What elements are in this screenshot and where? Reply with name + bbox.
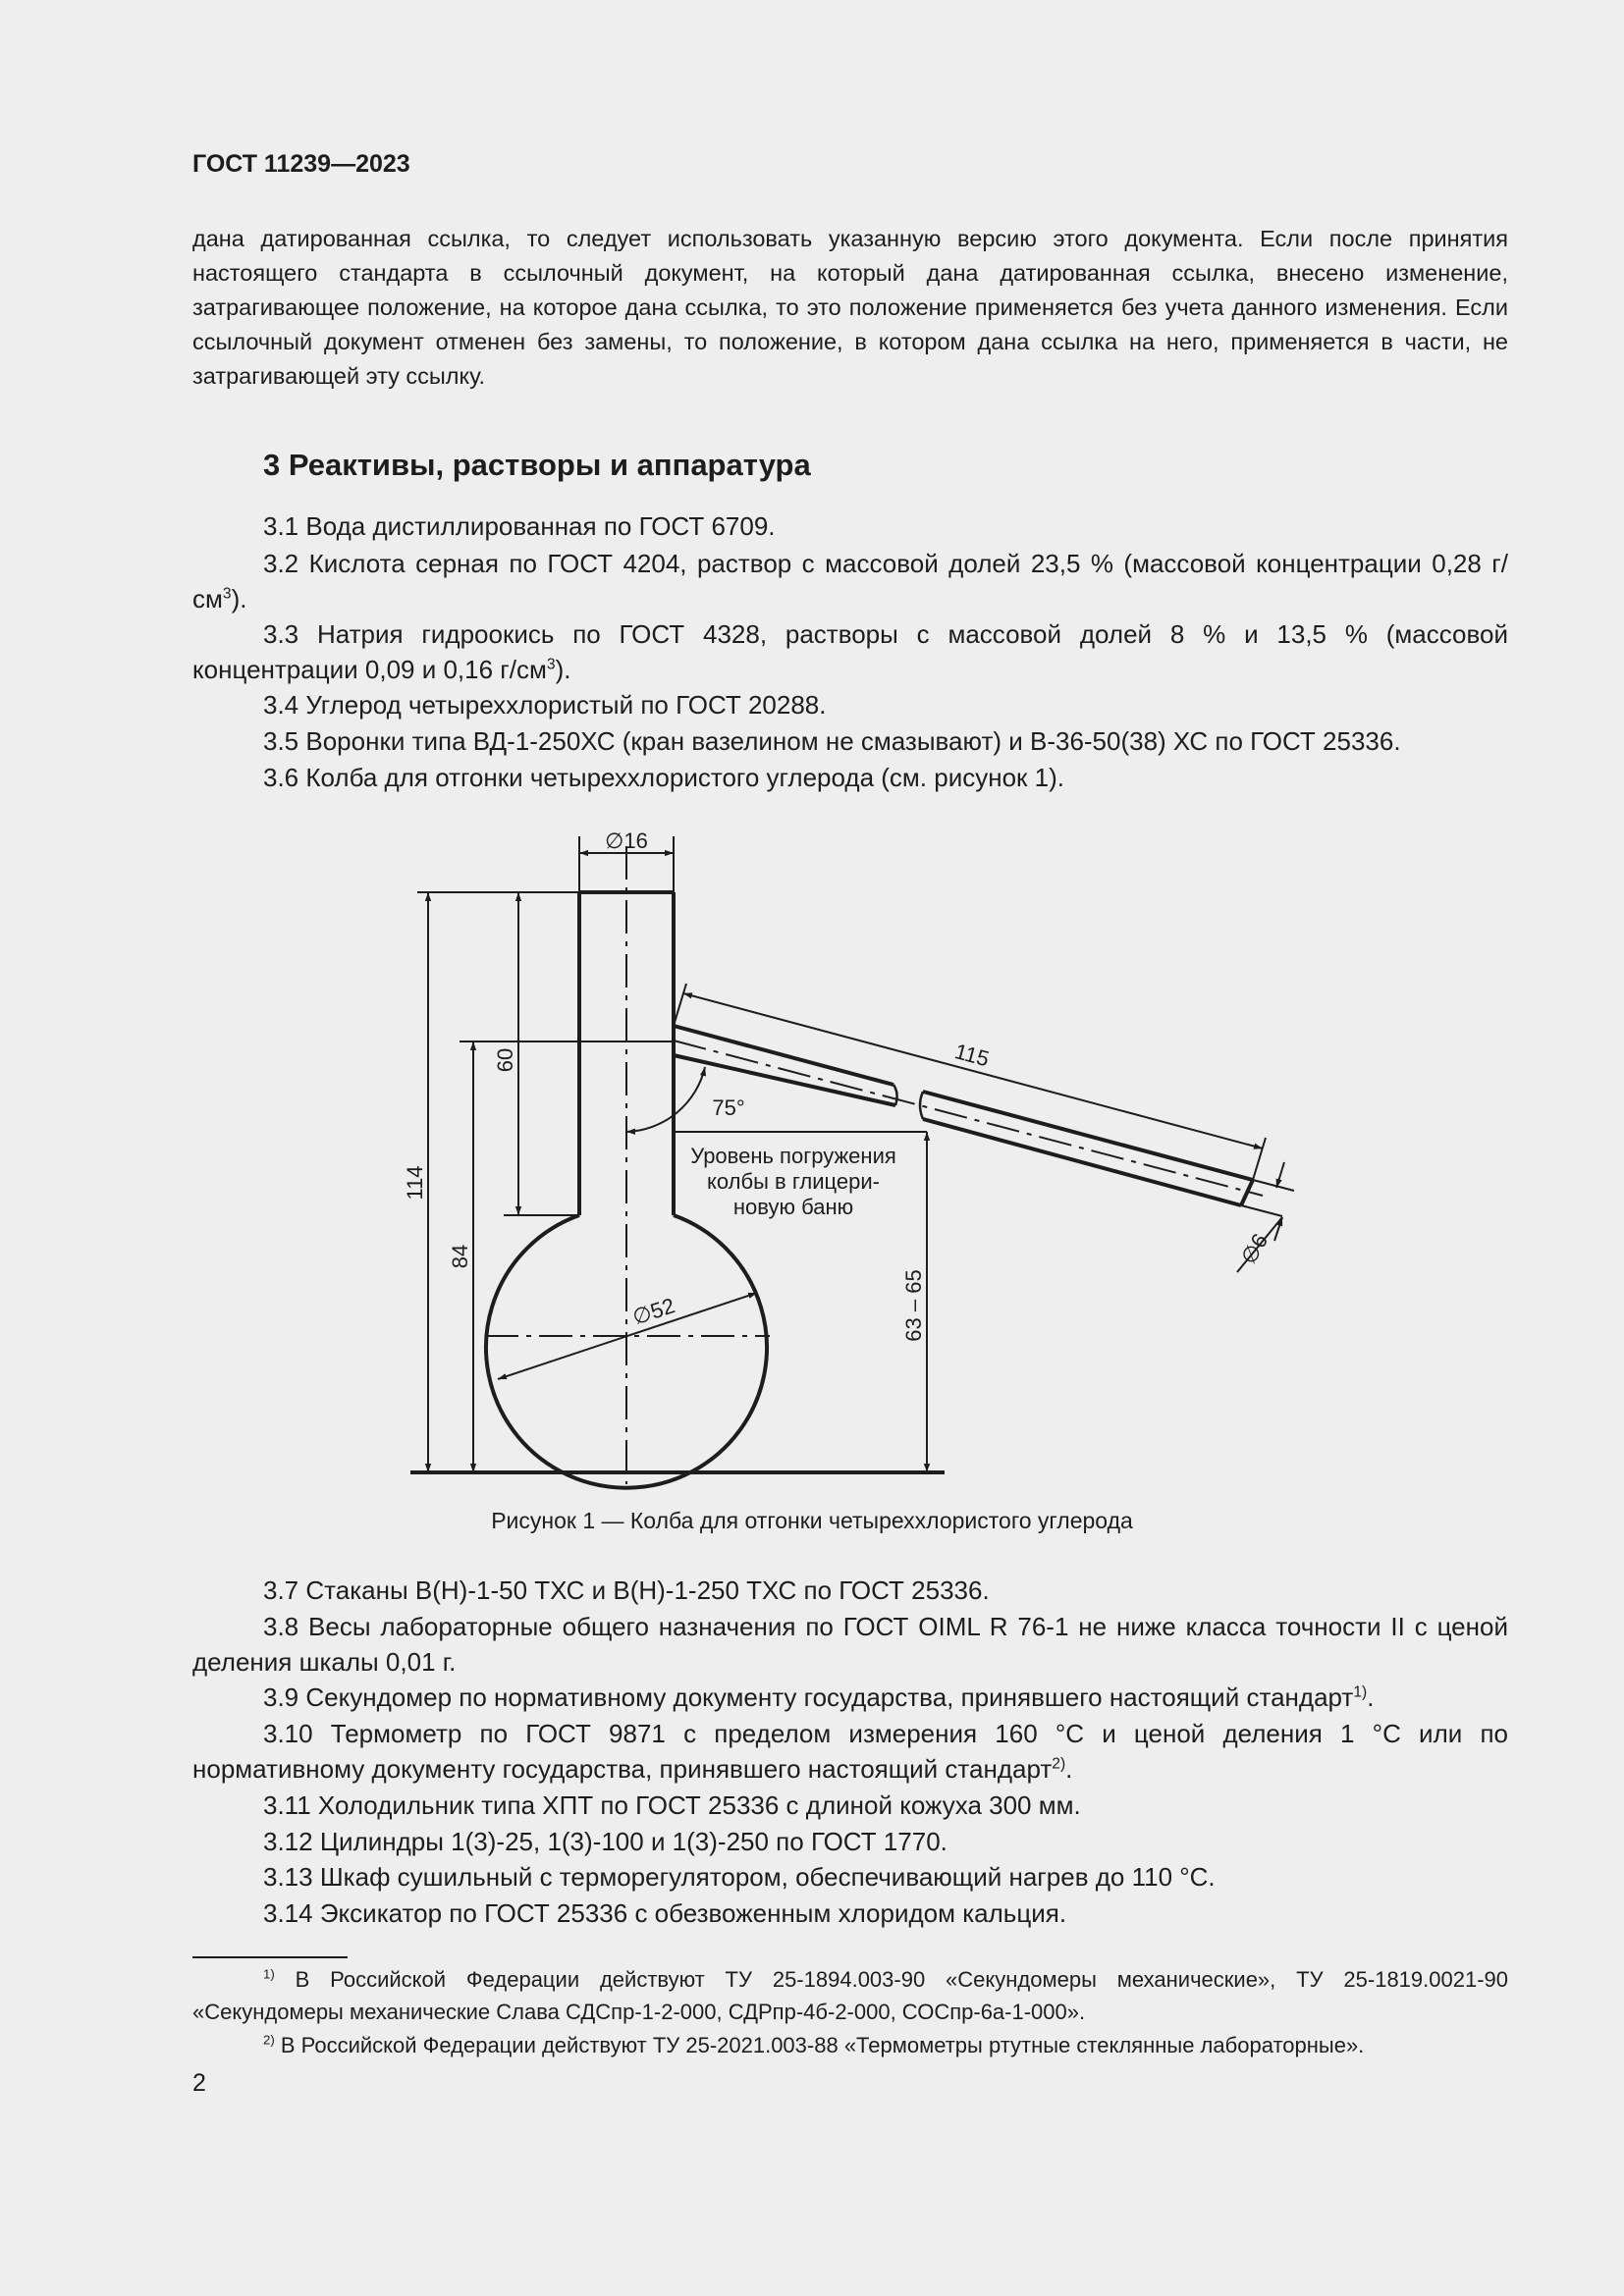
- immersion-label-line-3: новую баню: [732, 1195, 854, 1219]
- section-title: 3 Реактивы, растворы и аппаратура: [263, 448, 811, 482]
- footnote-2: $^{2)}$ В Российской Федерации действуют ТУ 25-2021.003-88 «Термометры ртутные стеклянные лабораторные».: [263, 2032, 1365, 2057]
- dim-angle: 75°: [712, 1095, 745, 1120]
- item-3-7: 3.7 Стаканы В(Н)-1-50 ТХС и В(Н)-1-250 ТХС по ГОСТ 25336.: [263, 1575, 990, 1605]
- dim-tube-height: 84: [448, 1244, 472, 1269]
- item-3-3: 3.3 Натрия гидроокись по ГОСТ 4328, растворы с массовой долей 8 % и 13,5 % (массовой концентрации 0,09 и 0,16 $г/см^3$).: [192, 619, 1508, 684]
- item-3-12: 3.12 Цилиндры 1(3)-25, 1(3)-100 и 1(3)-250 по ГОСТ 1770.: [263, 1827, 947, 1856]
- immersion-label-line-1: Уровень погружения: [690, 1144, 896, 1168]
- page-number: 2: [192, 2069, 206, 2097]
- item-3-2: 3.2 Кислота серная по ГОСТ 4204, раствор с массовой долей 23,5 % (массовой концентрации 0,28 $г/см^3$).: [192, 549, 1508, 614]
- intro-paragraph: дана датированная ссылка, то следует использовать указанную версию этого документа. Если после принятия настоящего стандарта в ссылочный документ, на который дана датированная ссылка, внесено изменение, затрагивающее положение, на которое дана ссылка, то это положение применяется без учета данного изменения. Если ссылочный документ отменен без замены, то положение, в котором дана ссылка на него, применяется в части, не затрагивающей эту ссылку.: [192, 226, 1508, 389]
- item-3-11: 3.11 Холодильник типа ХПТ по ГОСТ 25336 с длиной кожуха 300 мм.: [263, 1790, 1081, 1820]
- dim-tube-length: 115: [951, 1039, 993, 1072]
- dim-total-height-lines: [417, 892, 579, 1472]
- dim-bulb-diameter: ∅52: [629, 1293, 678, 1330]
- figure-caption: Рисунок 1 — Колба для отгонки четыреххлористого углерода: [491, 1508, 1133, 1533]
- item-3-14: 3.14 Эксикатор по ГОСТ 25336 с обезвоженным хлоридом кальция.: [263, 1898, 1067, 1928]
- footnote-separator: [192, 1956, 348, 1958]
- immersion-label-line-2: колбы в глицери-: [707, 1169, 880, 1194]
- dim-total-height: 114: [403, 1165, 427, 1201]
- item-3-1: 3.1 Вода дистиллированная по ГОСТ 6709.: [263, 511, 776, 541]
- item-3-13: 3.13 Шкаф сушильный с терморегулятором, обеспечивающий нагрев до 110 °С.: [263, 1862, 1216, 1892]
- item-3-4: 3.4 Углерод четыреххлористый по ГОСТ 20288.: [263, 690, 827, 720]
- item-3-9: 3.9 Секундомер по нормативному документу государства, принявшего настоящий стандарт$^{1)}$.: [263, 1682, 1375, 1712]
- item-3-10: 3.10 Термометр по ГОСТ 9871 с пределом измерения 160 °С и ценой деления 1 °С или по нормативному документу государства, принявшего настоящий стандарт$^{2)}$.: [192, 1719, 1508, 1784]
- item-3-6: 3.6 Колба для отгонки четыреххлористого углерода (см. рисунок 1).: [263, 763, 1064, 792]
- document-header: ГОСТ 11239—2023: [192, 150, 410, 178]
- dim-neck-diameter: ∅16: [605, 828, 648, 853]
- dim-neck-length: 60: [493, 1047, 517, 1073]
- dim-tube-diameter: ∅6: [1235, 1229, 1273, 1269]
- dim-tube-height-lines: [460, 1041, 674, 1472]
- footnote-1: $^{1)}$ В Российской Федерации действуют ТУ 25-1894.003-90 «Секундомеры механические», ТУ 25-1819.0021-90 «Секундомеры механические Слава СДСпр-1-2-000, СДРпр-4б-2-000, СОСпр-6а-1-000».: [192, 1966, 1508, 2024]
- item-3-5: 3.5 Воронки типа ВД-1-250ХС (кран вазелином не смазывают) и В-36-50(38) ХС по ГОСТ 25336.: [263, 726, 1401, 756]
- item-3-8: 3.8 Весы лабораторные общего назначения по ГОСТ OIML R 76-1 не ниже класса точности II с ценой деления шкалы 0,01 г.: [192, 1612, 1508, 1677]
- dim-angle-arc: [626, 1067, 705, 1132]
- dim-immersion: 63 – 65: [901, 1269, 926, 1342]
